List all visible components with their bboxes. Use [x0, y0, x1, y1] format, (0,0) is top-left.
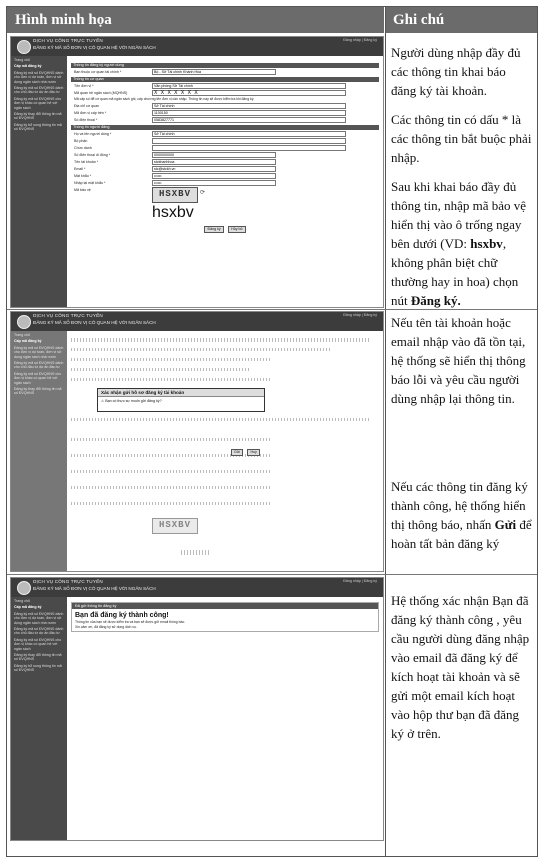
note-text: để hoàn tất bản đăng ký — [391, 517, 532, 551]
email-input[interactable]: stc@stckh.vn — [152, 166, 276, 172]
success-panel — [71, 602, 379, 632]
note-button-name: Đăng ký. — [410, 293, 461, 308]
field-label: Mã bảo vệ — [74, 187, 91, 192]
sidebar-item-register[interactable]: Cấp mã đăng ký — [14, 64, 42, 69]
field-label: Email * — [74, 166, 86, 171]
sidebar-item-home[interactable]: Trang chủ — [14, 58, 31, 62]
dialog-cancel-button[interactable]: Huỷ — [247, 449, 259, 456]
field-label: Địa chỉ cơ quan — [74, 103, 100, 108]
top-links[interactable]: Đăng nhập | Đăng ký — [343, 38, 377, 42]
sidebar-item[interactable]: Đăng ký thay đổi thông tin mã số ĐVQHNS — [14, 653, 62, 662]
greyed-form — [71, 470, 271, 473]
sidebar-item-home: Trang chủ — [14, 333, 31, 337]
column-divider — [385, 7, 386, 856]
org-address-input[interactable]: Sở Tài chính — [152, 103, 346, 109]
field-label: Tên tài khoản * — [74, 159, 99, 164]
sidebar-item-register[interactable]: Cấp mã đăng ký — [14, 605, 42, 610]
register-button[interactable]: Đăng ký — [204, 226, 223, 233]
phone-input[interactable]: 0583827771 — [152, 117, 346, 123]
sidebar — [11, 597, 67, 840]
note-button-name: Gửi — [494, 517, 517, 532]
username-input[interactable]: stckhanhhoa — [152, 159, 276, 165]
sidebar — [11, 331, 67, 571]
sidebar-item[interactable]: Đăng ký mã số ĐVQHNS cho đơn vị khác có quan hệ với ngân sách — [14, 637, 62, 651]
sidebar-item[interactable]: Đăng ký thay đổi thông tin mã số ĐVQHNS — [14, 112, 62, 121]
mobile-input[interactable]: 0000000000 — [152, 152, 276, 158]
sidebar-item[interactable]: Đăng ký mã số ĐVQHNS cho đơn vị khác có quan hệ với ngân sách — [14, 96, 62, 110]
sidebar — [11, 56, 67, 307]
form-area — [71, 61, 379, 303]
screenshot-success — [10, 577, 384, 841]
column-header-illustration: Hình minh họa — [7, 7, 385, 33]
app-title: DỊCH VỤ CÔNG TRỰC TUYẾN — [33, 579, 103, 584]
notes-block-1 — [391, 43, 533, 320]
agency-select[interactable]: Bộ - Sở Tài chính Khánh Hòa — [152, 69, 276, 75]
captcha-image: HSXBV — [152, 187, 198, 203]
note-submit — [391, 477, 533, 553]
parent-code-input[interactable]: 1100150 — [152, 110, 346, 116]
app-header — [11, 312, 383, 331]
refresh-captcha-icon[interactable]: ⟳ — [200, 190, 206, 196]
sidebar-item: Đăng ký mã số ĐVQHNS dành cho chủ đầu tư dự án đầu tư — [14, 361, 64, 370]
screenshot-confirm-dialog — [10, 311, 384, 572]
dialog-title: Xác nhận gửi hồ sơ đăng ký tài khoản — [98, 389, 264, 397]
field-label: Tên đơn vị * — [74, 83, 94, 88]
password-input[interactable]: •••••• — [152, 173, 276, 179]
greyed-buttons — [181, 550, 211, 555]
row-divider — [7, 574, 537, 575]
greyed-form — [71, 358, 271, 361]
note-text: , không phân biệt chữ thường hay in hoa) chọn nút — [391, 236, 519, 308]
field-label: Họ và tên người dùng * — [74, 131, 112, 136]
note-text: Sau khi khai báo đầy đủ thông tin, nhập mã bảo vệ hiển thị vào ô trống ngay bên dưới (VD: — [391, 179, 527, 251]
sidebar-item-register: Cấp mã đăng ký — [14, 339, 42, 344]
note-duplicate-error: Nếu tên tài khoản hoặc email nhập vào đã tồn tại, hệ thống sẽ hiển thị thông báo lỗi và yêu cầu người dùng nhập lại thông tin. — [391, 315, 526, 406]
app-title: DỊCH VỤ CÔNG TRỰC TUYẾN — [33, 38, 103, 43]
app-subtitle: ĐĂNG KÝ MÃ SỐ ĐƠN VỊ CÓ QUAN HỆ VỚI NGÂN SÁCH — [33, 45, 156, 50]
warning-icon: ⚠ — [101, 399, 105, 403]
section-header: Thông tin cơ quan — [71, 77, 379, 82]
fullname-input[interactable]: Sở Tài chính — [152, 131, 346, 137]
note-fill-info: Người dùng nhập đầy đủ các thông tin khai báo đăng ký tài khoản. — [391, 45, 521, 98]
position-input[interactable] — [152, 145, 346, 151]
confirm-dialog — [97, 388, 265, 412]
field-label: Bộ phận — [74, 138, 88, 143]
greyed-form — [71, 338, 371, 342]
document-table — [6, 6, 538, 857]
field-label: Bạn thuộc cơ quan tài chính * — [74, 69, 122, 74]
sidebar-item[interactable]: Đăng ký bổ sung thông tin mã số ĐVQHNS — [14, 663, 62, 673]
success-message: Thông tin của bạn sẽ được kiểm tra và bạn sẽ được gửi email thông báo. — [75, 620, 186, 624]
captcha-image: HSXBV — [152, 518, 198, 534]
app-subtitle: ĐĂNG KÝ MÃ SỐ ĐƠN VỊ CÓ QUAN HỆ VỚI NGÂN SÁCH — [33, 320, 156, 325]
sidebar-item: Đăng ký mã số ĐVQHNS cho đơn vị khác có quan hệ với ngân sách — [14, 371, 62, 385]
greyed-form — [71, 368, 251, 371]
field-label: Chức danh — [74, 145, 92, 150]
success-header: Đã gửi thông tin đăng ký — [72, 603, 378, 609]
note-captcha — [391, 177, 533, 310]
greyed-form — [71, 378, 271, 381]
field-label: Mật khẩu * — [74, 173, 92, 178]
confirm-password-input[interactable]: •••••• — [152, 180, 276, 186]
field-label: Số điện thoại di động * — [74, 152, 111, 157]
column-header-notes: Ghi chú — [385, 7, 537, 33]
sidebar-item[interactable]: Đăng ký mã số ĐVQHNS dành cho đơn vị dự toán, đơn vị sử dụng ngân sách nhà nước — [14, 70, 64, 84]
note-example: hsxbv — [470, 236, 503, 251]
app-header — [11, 578, 383, 597]
sidebar-item[interactable]: Đăng ký mã số ĐVQHNS dành cho đơn vị dự toán, đơn vị sử dụng ngân sách nhà nước — [14, 611, 64, 625]
notes-block-3 — [391, 477, 533, 563]
notes-block-4 — [391, 591, 533, 753]
greyed-form — [71, 486, 271, 489]
sidebar-item: Đăng ký mã số ĐVQHNS dành cho đơn vị dự toán, đơn vị sử dụng ngân sách nhà nước — [14, 345, 64, 359]
app-title: DỊCH VỤ CÔNG TRỰC TUYẾN — [33, 313, 103, 318]
note-text: Nếu các thông tin đăng ký thành công, hệ thống hiển thị thông báo, nhấn — [391, 479, 528, 532]
success-title: Bạn đã đăng ký thành công! — [75, 612, 169, 619]
budget-code-input[interactable]: X X X X X X X — [152, 90, 346, 96]
form-warning: Mã cấp số để cơ quan mã ngân sách ghi, cấp chương tên đơn vị cần nhập. Thông tin này sẽ được kiểm tra khi đăng ký. — [74, 97, 255, 101]
emblem-icon — [17, 581, 31, 595]
note-success: Hệ thống xác nhận Bạn đã đăng ký thành công , yêu cầu người dùng đăng nhập vào email đã đăng ký để kích hoạt tài khoản và sẽ gửi một email kích hoạt vào hộp thư bạn đã đăng ký ở trên. — [391, 593, 530, 741]
top-links[interactable]: Đăng nhập | Đăng ký — [343, 579, 377, 583]
app-subtitle: ĐĂNG KÝ MÃ SỐ ĐƠN VỊ CÓ QUAN HỆ VỚI NGÂN SÁCH — [33, 586, 156, 591]
field-label: Mã quan hệ ngân sách (MQHNS) — [74, 90, 128, 95]
screenshot-registration-form — [10, 36, 384, 308]
emblem-icon — [17, 40, 31, 54]
note-required: Các thông tin có dấu * là các thông tin bắt buộc phải nhập. — [391, 112, 532, 165]
cancel-button[interactable]: Hủy bỏ — [228, 226, 245, 233]
department-input[interactable] — [152, 138, 346, 144]
greyed-form — [71, 348, 331, 351]
sidebar-item: Đăng ký thay đổi thông tin mã số ĐVQHNS — [14, 387, 62, 396]
sidebar-item[interactable]: Đăng ký bổ sung thông tin mã số ĐVQHNS — [14, 122, 62, 132]
dialog-message: Bạn có thực sự muốn gửi đăng ký? — [105, 399, 162, 403]
field-label: Số điện thoại * — [74, 117, 98, 122]
app-header — [11, 37, 383, 56]
top-links[interactable]: Đăng nhập | Đăng ký — [343, 313, 377, 317]
field-label: Nhập lại mật khẩu * — [74, 180, 106, 185]
sidebar-item[interactable]: Đăng ký mã số ĐVQHNS dành cho chủ đầu tư dự án đầu tư — [14, 627, 64, 636]
notes-block-2 — [391, 313, 533, 418]
sidebar-item[interactable]: Đăng ký mã số ĐVQHNS dành cho chủ đầu tư dự án đầu tư — [14, 86, 64, 95]
emblem-icon — [17, 315, 31, 329]
captcha-input[interactable]: hsxbv — [152, 204, 194, 221]
greyed-form — [71, 502, 271, 505]
send-button[interactable]: Gửi — [231, 449, 243, 456]
field-label: Mã đơn vị cấp trên * — [74, 110, 107, 115]
sidebar-item-home[interactable]: Trang chủ — [14, 599, 31, 603]
section-header: Thông tin đăng ký người dùng — [71, 63, 379, 68]
section-header: Thông tin người đăng — [71, 125, 379, 130]
greyed-form — [71, 418, 371, 421]
success-thanks: Xin cảm ơn, đã đăng ký sử dụng dịch vụ. — [75, 625, 137, 629]
org-name-input[interactable]: Văn phòng Sở Tài chính — [152, 83, 346, 89]
